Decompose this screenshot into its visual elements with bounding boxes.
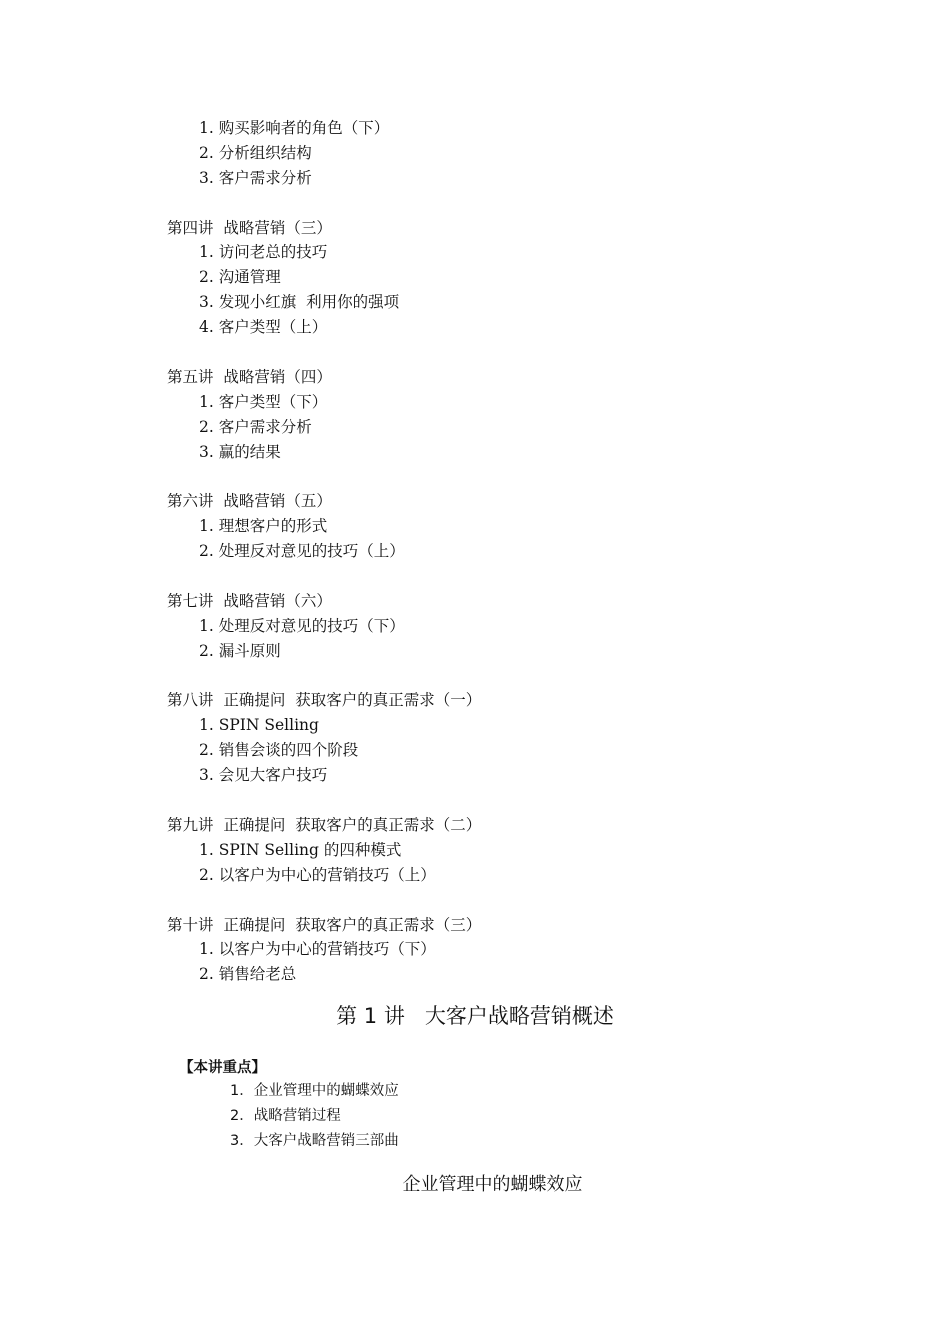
blank-line — [0, 464, 950, 489]
outline-item: 3. 客户需求分析 — [199, 168, 312, 187]
key-points-block — [0, 1057, 950, 1153]
blank-line — [0, 340, 950, 365]
outline-item: 1. 购买影响者的角色（下） — [199, 119, 390, 137]
blank-line — [0, 564, 950, 589]
outline-item: 1. 以客户为中心的营销技巧（下） — [199, 940, 436, 959]
outline-item: 2. 以客户为中心的营销技巧（上） — [199, 865, 436, 884]
lecture-heading: 第六讲 战略营销（五） — [167, 492, 332, 511]
outline-item: 1. SPIN Selling 的四种模式 — [199, 840, 402, 859]
blank-line — [0, 788, 950, 813]
key-point: 2．战略营销过程 — [230, 1107, 341, 1124]
outline-item: 1. SPIN Selling — [199, 716, 319, 735]
blank-line — [0, 191, 950, 216]
outline-item: 2. 处理反对意见的技巧（上） — [199, 542, 405, 561]
outline-item: 3. 赢的结果 — [199, 442, 281, 461]
outline-item: 2. 分析组织结构 — [199, 143, 312, 162]
outline-item: 2. 漏斗原则 — [199, 641, 281, 660]
course-outline — [0, 116, 950, 987]
chapter-title: 第 1 讲 大客户战略营销概述 — [336, 1004, 614, 1028]
outline-item: 2. 沟通管理 — [199, 268, 281, 287]
outline-item: 4. 客户类型（上） — [199, 318, 328, 337]
outline-item: 2. 销售会谈的四个阶段 — [199, 741, 359, 760]
outline-item: 2. 客户需求分析 — [199, 417, 312, 436]
lecture-heading: 第十讲 正确提问 获取客户的真正需求（三） — [167, 915, 482, 934]
section-heading: 企业管理中的蝴蝶效应 — [402, 1174, 583, 1195]
key-points-heading: 【本讲重点】 — [179, 1060, 266, 1076]
blank-line — [0, 888, 950, 913]
lecture-heading: 第九讲 正确提问 获取客户的真正需求（二） — [167, 815, 482, 834]
key-point: 3．大客户战略营销三部曲 — [230, 1132, 399, 1149]
outline-item: 2. 销售给老总 — [199, 965, 297, 984]
outline-item: 3. 发现小红旗 利用你的强项 — [199, 293, 400, 312]
outline-item: 1. 处理反对意见的技巧（下） — [199, 616, 405, 635]
blank-line — [0, 664, 950, 689]
outline-item: 1. 理想客户的形式 — [199, 517, 328, 536]
lecture-heading: 第八讲 正确提问 获取客户的真正需求（一） — [167, 691, 482, 710]
lecture-heading: 第五讲 战略营销（四） — [167, 367, 332, 386]
lecture-heading: 第七讲 战略营销（六） — [167, 591, 332, 610]
outline-item: 3. 会见大客户技巧 — [199, 766, 328, 785]
outline-item: 1. 客户类型（下） — [199, 392, 328, 411]
key-point: 1．企业管理中的蝴蝶效应 — [230, 1083, 399, 1099]
outline-item: 1. 访问老总的技巧 — [199, 243, 328, 262]
lecture-heading: 第四讲 战略营销（三） — [167, 218, 332, 237]
